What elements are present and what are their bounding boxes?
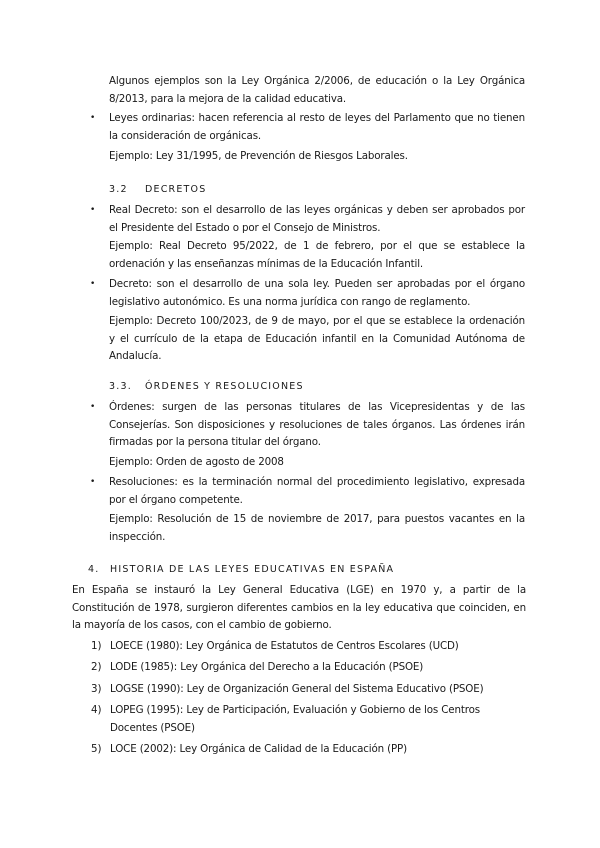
section-4-number: 4. bbox=[88, 564, 100, 575]
ordenes-text: Órdenes: surgen de las personas titulares de las Vicepresidentas y de las Consejerías. Son disposiciones y resoluciones de tales órganos. Las órdenes irán firmadas por la persona titular del órgano. bbox=[109, 401, 525, 448]
ordenes-example: Ejemplo: Orden de agosto de 2008 bbox=[109, 456, 284, 468]
bullet-icon: • bbox=[90, 279, 96, 289]
section-3-2-number: 3.2 bbox=[109, 184, 128, 195]
section-3-3-title: ÓRDENES Y RESOLUCIONES bbox=[145, 381, 304, 392]
bullet-icon: • bbox=[90, 402, 96, 412]
bullet-icon: • bbox=[90, 205, 96, 215]
bullet-icon: • bbox=[90, 113, 96, 123]
list-number: 5) bbox=[91, 743, 102, 755]
decreto-text: Decreto: son el desarrollo de una sola ley. Pueden ser aprobadas por el órgano legislativo autonómico. Es una norma jurídica con rango de reglamento. bbox=[109, 278, 525, 308]
list-number: 3) bbox=[91, 683, 102, 695]
section-3-2-title: DECRETOS bbox=[145, 184, 207, 195]
list-item: LOCE (2002): Ley Orgánica de Calidad de la Educación (PP) bbox=[110, 743, 407, 755]
leyes-ordinarias-example: Ejemplo: Ley 31/1995, de Prevención de Riesgos Laborales. bbox=[109, 150, 408, 162]
resoluciones-example: Ejemplo: Resolución de 15 de noviembre de 2017, para puestos vacantes en la inspección. bbox=[109, 513, 525, 543]
decreto-example: Ejemplo: Decreto 100/2023, de 9 de mayo, por el que se establece la ordenación y el currículo de la etapa de Educación infantil en la Comunidad Autónoma de Andalucía. bbox=[109, 315, 525, 362]
list-item: LOPEG (1995): Ley de Participación, Evaluación y Gobierno de los Centros Docentes (PSOE) bbox=[110, 704, 480, 734]
intro-example-text: Algunos ejemplos son la Ley Orgánica 2/2006, de educación o la Ley Orgánica 8/2013, para la mejora de la calidad educativa. bbox=[109, 75, 525, 105]
real-decreto-example: Ejemplo: Real Decreto 95/2022, de 1 de febrero, por el que se establece la ordenación y las enseñanzas mínimas de la Educación Infantil. bbox=[109, 240, 525, 270]
bullet-icon: • bbox=[90, 477, 96, 487]
leyes-ordinarias-text: Leyes ordinarias: hacen referencia al resto de leyes del Parlamento que no tienen la consideración de orgánicas. bbox=[109, 112, 525, 142]
section-4-intro: En España se instauró la Ley General Educativa (LGE) en 1970 y, a partir de la Constitución de 1978, surgieron diferentes cambios en la ley educativa que coinciden, en la mayoría de los casos, con el cambio de gobierno. bbox=[72, 584, 526, 631]
real-decreto-text: Real Decreto: son el desarrollo de las leyes orgánicas y deben ser aprobados por el Presidente del Estado o por el Consejo de Ministros. bbox=[109, 204, 525, 234]
list-number: 4) bbox=[91, 704, 102, 716]
section-3-3-number: 3.3. bbox=[109, 381, 132, 392]
resoluciones-text: Resoluciones: es la terminación normal del procedimiento legislativo, expresada por el órgano competente. bbox=[109, 476, 525, 506]
list-number: 2) bbox=[91, 661, 102, 673]
list-item: LODE (1985): Ley Orgánica del Derecho a la Educación (PSOE) bbox=[110, 661, 424, 673]
list-number: 1) bbox=[91, 640, 102, 652]
section-4-title: HISTORIA DE LAS LEYES EDUCATIVAS EN ESPAÑA bbox=[110, 564, 395, 575]
list-item: LOGSE (1990): Ley de Organización General del Sistema Educativo (PSOE) bbox=[110, 683, 484, 695]
list-item: LOECE (1980): Ley Orgánica de Estatutos de Centros Escolares (UCD) bbox=[110, 640, 459, 652]
